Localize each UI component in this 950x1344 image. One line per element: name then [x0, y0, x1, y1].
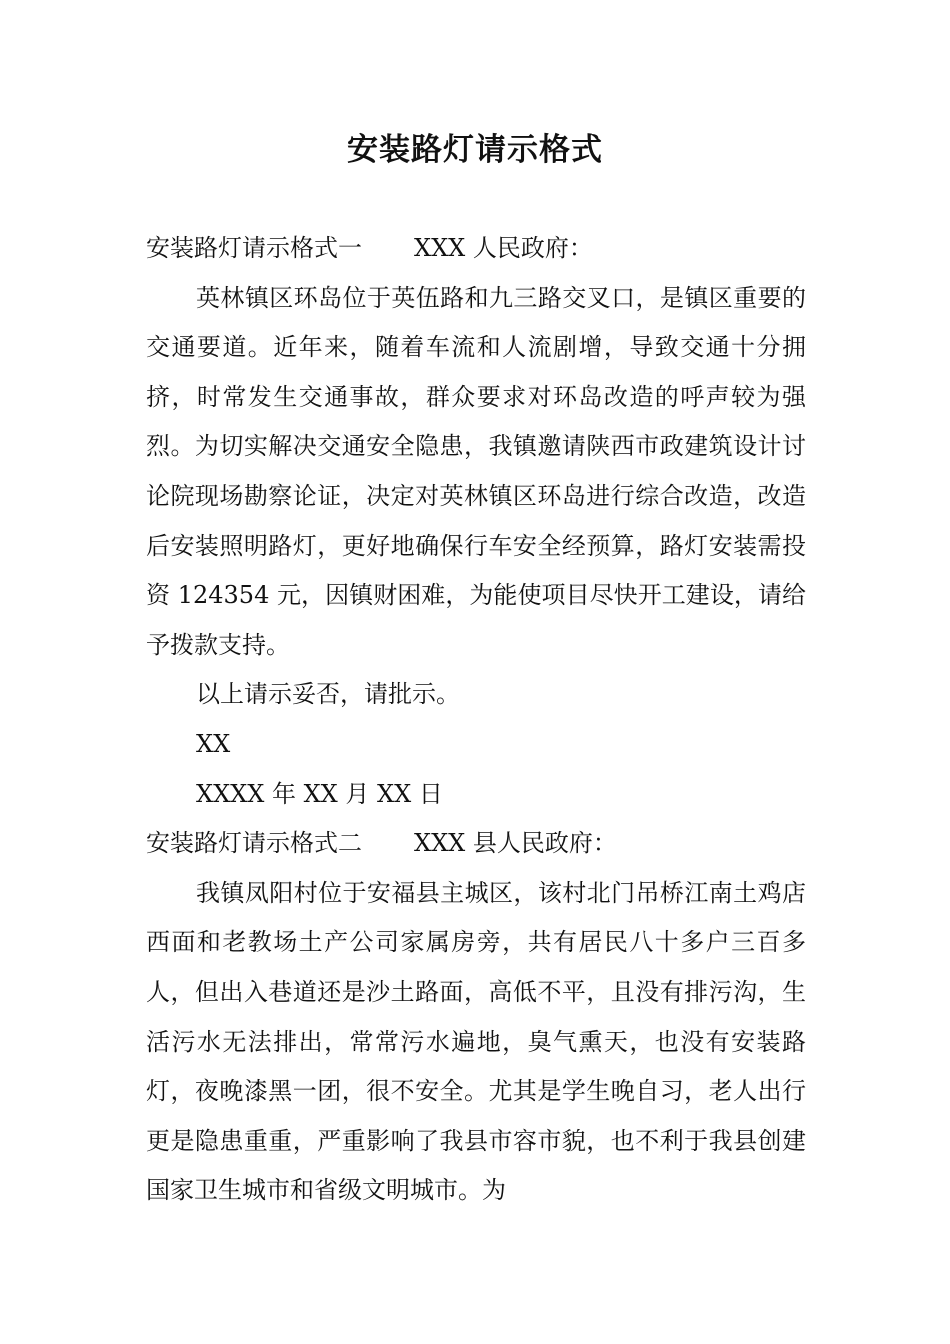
document-title: 安装路灯请示格式	[347, 132, 603, 168]
section-1-date: XXXX 年 XX 月 XX 日	[196, 779, 443, 808]
document-body	[146, 224, 806, 1216]
section-2-heading	[146, 819, 806, 869]
section-2-paragraph: 我镇凤阳村位于安福县主城区，该村北门吊桥江南土鸡店西面和老教场土产公司家属房旁，共有居民八十多户三百多人，但出入巷道还是沙土路面，高低不平，且没有排污沟，生活污水无法排出，常常污水遍地，臭气熏天，也没有安装路灯，夜晚漆黑一团，很不安全。尤其是学生晚自习，老人出行更是隐患重重，严重影响了我县市容市貌，也不利于我县创建国家卫生城市和省级文明城市。为	[146, 878, 806, 1205]
section-1-paragraph: 英林镇区环岛位于英伍路和九三路交叉口，是镇区重要的交通要道。近年来，随着车流和人流剧增，导致交通十分拥挤，时常发生交通事故，群众要求对环岛改造的呼声较为强烈。为切实解决交通安全隐患，我镇邀请陕西市政建筑设计讨论院现场勘察论证，决定对英林镇区环岛进行综合改造，改造后安装照明路灯，更好地确保行车安全经预算，路灯安装需投资 124354 元，因镇财困难，为能使项目尽快开工建设，请给予拨款支持。	[146, 283, 806, 659]
section-2-addressee: XXX 县人民政府：	[414, 829, 617, 858]
section-1-addressee: XXX 人民政府：	[414, 234, 593, 262]
section-1-signature: XX	[196, 729, 231, 758]
section-1-label: 安装路灯请示格式一	[146, 234, 362, 262]
section-2-label: 安装路灯请示格式二	[146, 829, 362, 858]
section-1-closing: 以上请示妥否，请批示。	[196, 680, 460, 709]
section-1-heading	[146, 224, 806, 274]
